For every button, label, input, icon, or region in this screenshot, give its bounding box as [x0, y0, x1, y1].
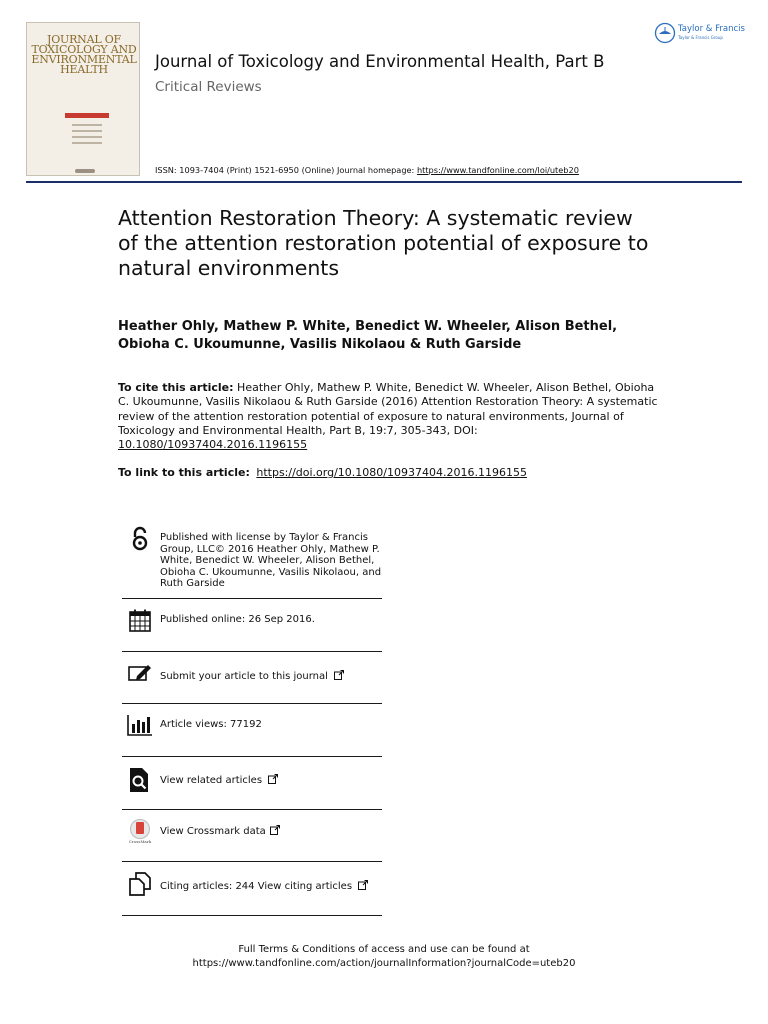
external-link-icon [268, 774, 278, 784]
crossmark-link[interactable]: View Crossmark data [160, 825, 385, 838]
published-date: Published online: 26 Sep 2016. [160, 614, 315, 625]
cite-label: To cite this article: [118, 381, 234, 394]
article-link-block [118, 466, 658, 479]
issn-text: ISSN: 1093-7404 (Print) 1521-6950 (Online) Journal homepage: [155, 165, 415, 175]
citing-row[interactable] [122, 862, 382, 916]
external-link-icon [270, 825, 280, 835]
related-articles-link[interactable]: View related articles [160, 774, 385, 787]
publisher-logo[interactable] [654, 22, 754, 48]
publisher-logo-icon [654, 22, 676, 44]
cite-text: Heather Ohly, Mathew P. White, Benedict W. Wheeler, Alison Bethel, Obioha C. Ukoumunne, Vasilis Nikolaou & Ruth Garside (2016) Attention Restoration Theory: A systematic review of the attention restoration potential of exposure to natural environments, Journal of Toxicology and Environmental Health, Part B, 19:7, 305-343, DOI: [118, 381, 658, 437]
cite-doi-link[interactable]: 10.1080/10937404.2016.1196155 [118, 438, 308, 452]
terms-text: Full Terms & Conditions of access and use can be found at [238, 944, 530, 955]
related-articles-icon [127, 767, 153, 793]
issn-line [155, 165, 579, 175]
article-authors: Heather Ohly, Mathew P. White, Benedict W. Wheeler, Alison Bethel, Obioha C. Ukoumunne, Vasilis Nikolaou & Ruth Garside [118, 319, 618, 352]
cover-publisher-mark [75, 169, 95, 173]
article-views: Article views: 77192 [160, 719, 262, 730]
citing-articles-icon [127, 871, 153, 897]
terms-url[interactable]: https://www.tandfonline.com/action/journalInformation?journalCode=uteb20 [192, 958, 576, 969]
journal-homepage-link[interactable]: https://www.tandfonline.com/loi/uteb20 [416, 165, 579, 175]
open-access-icon [127, 526, 153, 552]
citing-articles-link[interactable]: Citing articles: 244 View citing articles [160, 880, 385, 893]
article-info-list [122, 524, 382, 916]
cover-title: JOURNAL OF TOXICOLOGY AND ENVIRONMENTAL HEALTH [31, 33, 137, 76]
publisher-name: Taylor & Francis [678, 24, 745, 34]
link-label: To link to this article: [118, 466, 250, 479]
license-row [122, 524, 382, 599]
crossmark-row[interactable] [122, 810, 382, 862]
publisher-group: Taylor & Francis Group [678, 35, 723, 40]
views-row [122, 704, 382, 757]
cover-banner [65, 113, 109, 118]
crossmark-icon [127, 818, 153, 844]
license-text: Published with license by Taylor & Francis Group, LLC© 2016 Heather Ohly, Mathew P. White, Benedict W. Wheeler, Alison Bethel, Obioha C. Ukoumunne, Vasilis Nikolaou, and Ruth Garside [160, 532, 382, 589]
external-link-icon [334, 670, 344, 680]
article-doi-link[interactable]: https://doi.org/10.1080/10937404.2016.1196155 [256, 466, 527, 479]
article-title: Attention Restoration Theory: A systematic review of the attention restoration potential of exposure to natural environments [118, 206, 649, 280]
cover-text-lines [72, 124, 102, 148]
bar-chart-icon [127, 712, 153, 738]
journal-cover-image [26, 22, 140, 176]
edit-icon [127, 661, 153, 687]
header-divider [26, 181, 742, 183]
citation-block [118, 381, 658, 452]
submit-row[interactable] [122, 652, 382, 704]
calendar-icon [128, 608, 154, 634]
terms-footer [0, 943, 768, 971]
journal-subtitle: Critical Reviews [155, 79, 262, 95]
related-row[interactable] [122, 757, 382, 810]
external-link-icon [358, 880, 368, 890]
journal-title: Journal of Toxicology and Environmental Health, Part B [155, 52, 605, 71]
crossmark-logo-text: CrossMark [128, 839, 152, 844]
published-row [122, 599, 382, 652]
submit-link[interactable]: Submit your article to this journal [160, 670, 385, 683]
